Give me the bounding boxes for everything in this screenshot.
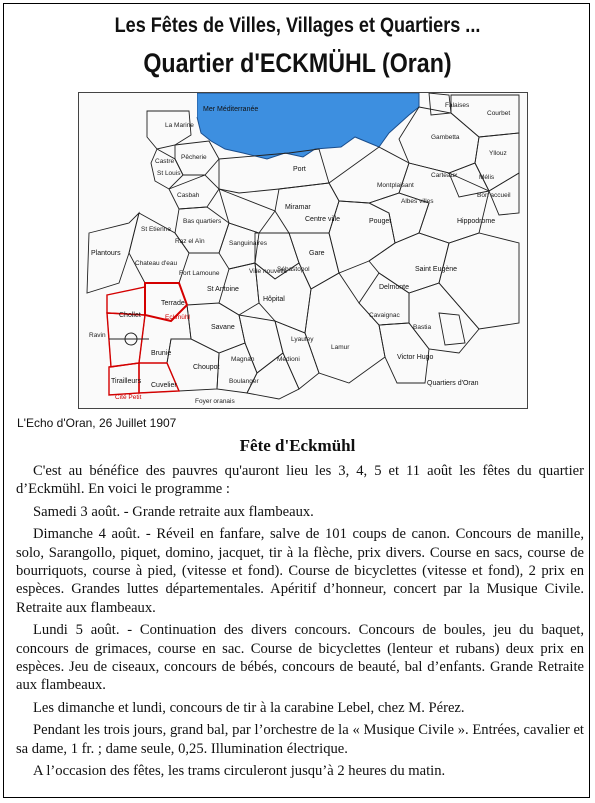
page-frame [3,3,590,798]
map-label: Pouget [369,218,392,225]
map-label: La Marine [165,122,194,129]
map-label: Delmonte [379,284,409,291]
map-label: Bastia [413,324,432,331]
map-label: Lamur [331,344,350,351]
map-label: Savane [211,324,235,331]
map-label: Plantours [91,250,121,257]
map-label: Centre ville [305,216,341,223]
article-paragraph: A l’occasion des fêtes, les trams circuleront jusqu’à 2 heures du matin. [33,763,446,780]
map-label: Boulanger [229,378,259,385]
map-label: Saint Eugène [415,266,458,273]
article-body [16,462,584,785]
page-subtitle: Quartier d'ECKMÜHL (Oran) [143,48,452,78]
map-caption: L'Echo d'Oran, 26 Juillet 1907 [17,416,177,430]
map-label: St Etienne [141,226,171,233]
eckmuhl-label: Eckmühl [165,314,190,321]
map-label: St Antoine [207,286,239,293]
article-paragraph: Les dimanche et lundi, concours de tir à la carabine Lebel, chez M. Pérez. [33,699,465,716]
map-legend: Quartiers d'Oran [427,380,479,387]
map-label: Falaises [445,102,470,109]
article-title: Fête d'Eckmühl [239,436,356,455]
map-label: Hôpital [263,296,285,303]
map-label: Gambetta [431,134,460,141]
map-label: Courbet [487,110,511,117]
map-label: St Louis [157,170,181,177]
article-paragraph: Lundi 5 août. - Continuation des divers concours. Concours de boules, jeu du baquet, concours de grimaces, course en sac. Course de bicyclettes (lenteur et rubans) deux prix en espèces. Jeu de ciseaux, concours de bébés, concours de beauté, bal d’enfants. Grande Retraite aux flambeaux. [16,622,584,694]
map-label: Victor Hugo [397,354,434,361]
map-label: Miramar [285,204,311,211]
map-label: Cité Petit [115,394,142,401]
article-paragraph: Dimanche 4 août. - Réveil en fanfare, salve de 101 coups de canon. Concours de manille, solo, Sarangollo, piquet, domino, jacquet, tir à la flèche, prix divers. Course en sacs, course de bourriquots, course à pied, (vitesse et fond). Course de bicyclettes (vitesse et fond), 2 prix en espèces. Grandes luttes départementales. Apéritif d’honneur, concert par la Musique Civile. Retraite aux flambeaux. [16,526,584,616]
map-label: Chateau d'eau [135,260,178,267]
map-label: Yllouz [489,150,507,157]
map-label: Magnan [231,356,255,363]
map-label: Bas quartiers [183,218,222,225]
map-label: Sébastopol [277,266,310,273]
map-label: Brunie [151,350,172,357]
map-label: Tirailleurs [111,378,142,385]
map-label: Gare [309,250,325,257]
map-label-sea: Mer Méditerranée [203,106,259,113]
map-label: Cuvelier [151,382,177,389]
map-label: Fort Lamoune [179,270,220,277]
map-label: Port [293,166,306,173]
article-paragraph: Samedi 3 août. - Grande retraite aux flambeaux. [33,503,314,520]
map-label: Chollet [119,312,141,319]
map-label: Ravin [89,332,106,339]
district-map [78,92,528,409]
map-label: Ville nouvelle [249,268,288,275]
map-label: Carteaux [431,172,458,179]
map-label: Montplaisant [377,182,414,189]
map-label: Casbah [177,192,200,199]
map-label: Albes villes [401,198,434,205]
map-label: Médioni [277,356,300,363]
map-label: Raz el Aïn [175,238,205,245]
article-paragraph: Pendant les trois jours, grand bal, par l’orchestre de la « Musique Civile ». Entrées, cavalier et sa dame, 1 fr. ; dame seule, 0,25. Illumination électrique. [16,722,584,757]
map-label: Cavaignac [369,312,400,319]
map-label: Choupot [193,364,220,371]
map-label: Sanguinaires [229,240,267,247]
map-label: Pêcherie [181,154,207,161]
map-label: Terrade [161,300,185,307]
map-label: Lyautey [291,336,314,343]
sea-area [197,93,419,159]
map-label: Hippodrome [457,218,496,225]
map-label: Bon accueil [477,192,511,199]
page-title: Les Fêtes de Villes, Villages et Quartiers ... [114,14,481,37]
article-paragraph: C'est au bénéfice des pauvres qu'auront lieu les 3, 4, 5 et 11 août les fêtes du quartier d’Eckmühl. En voici le programme : [16,463,584,498]
map-label: Foyer oranais [195,398,235,405]
map-label: Castre [155,158,175,165]
map-label: Mélis [479,174,495,181]
